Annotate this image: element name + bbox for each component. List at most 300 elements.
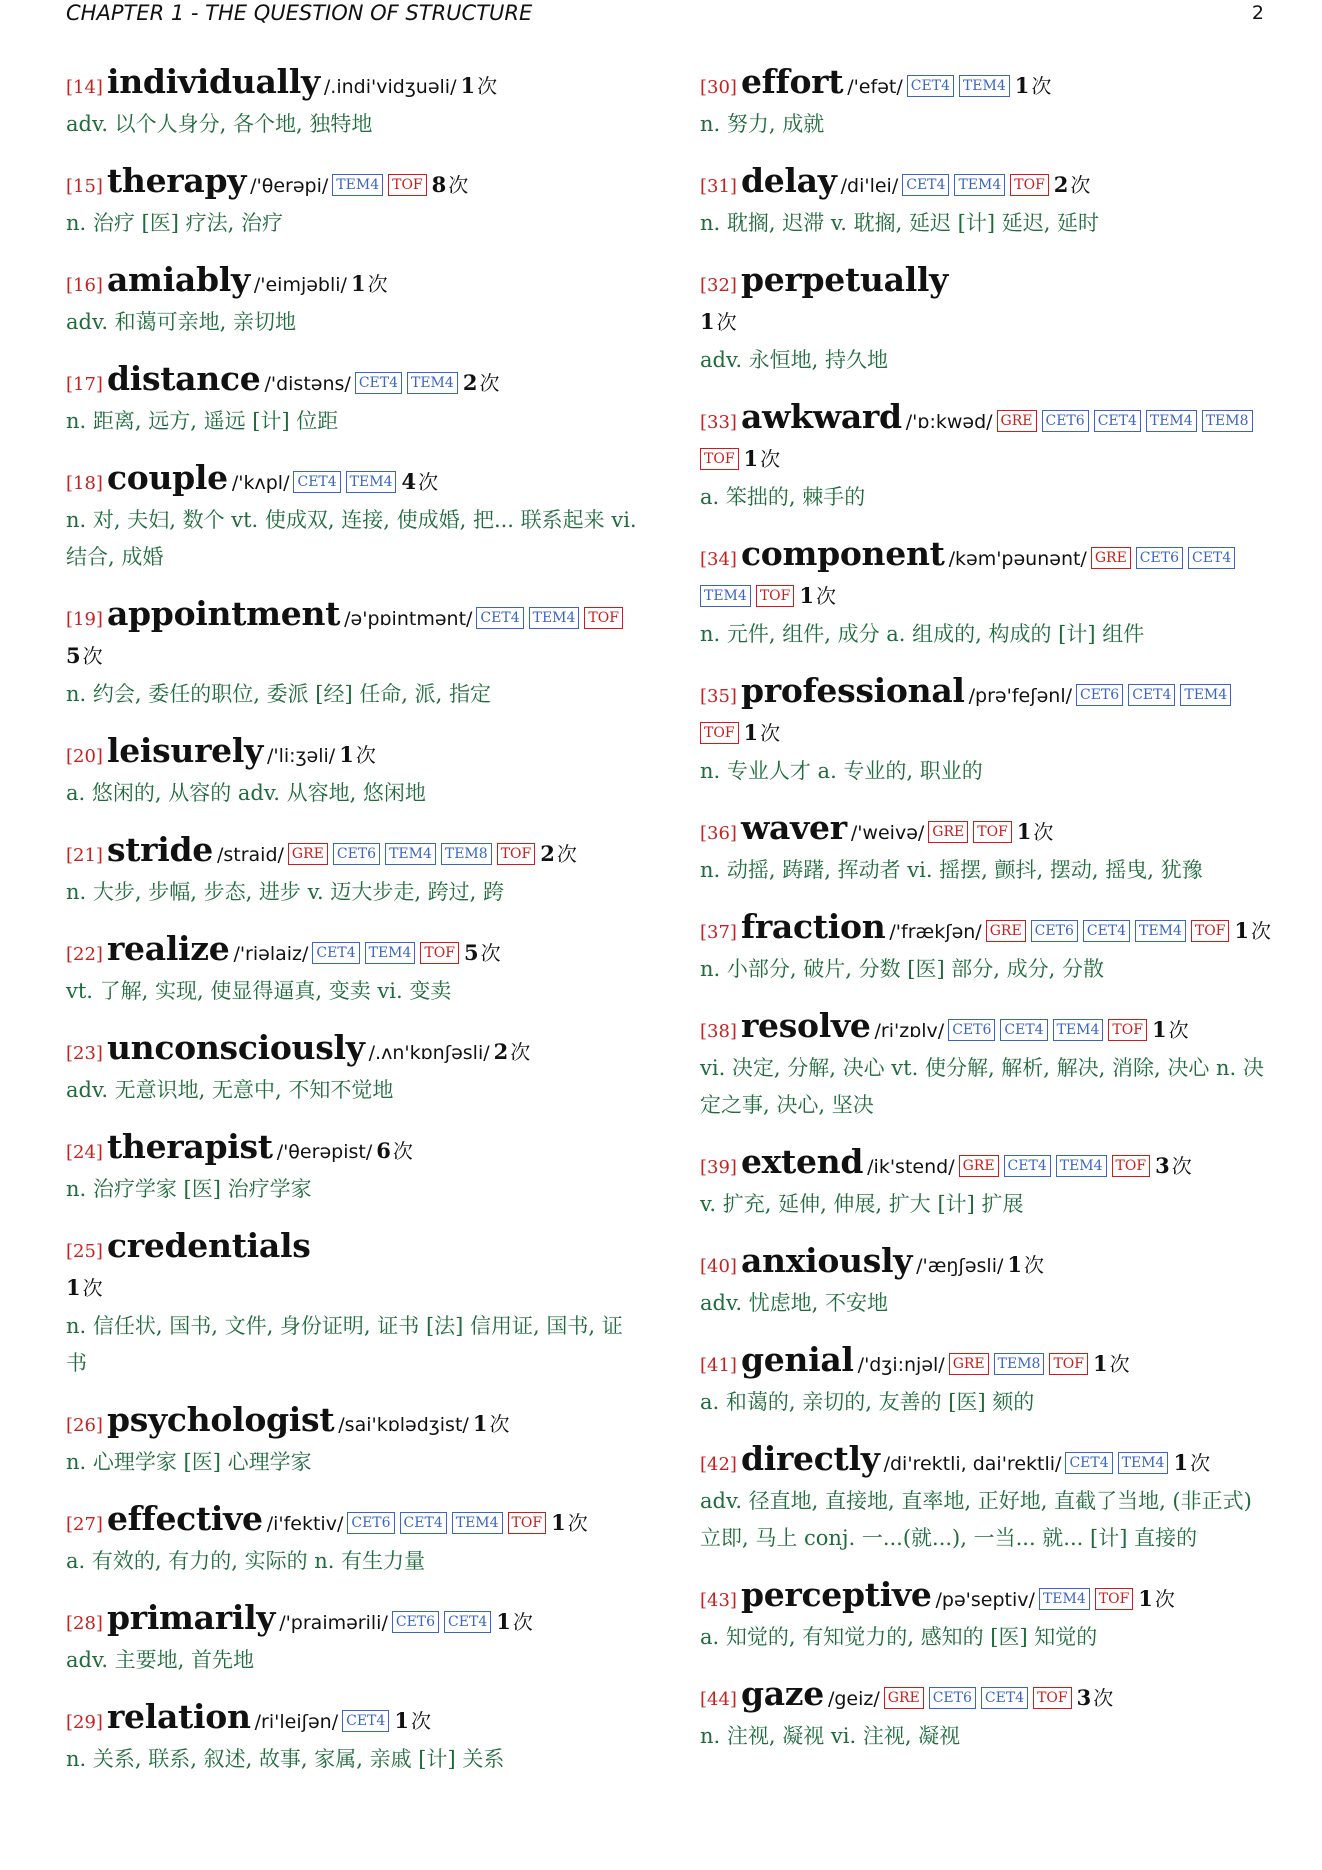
- vocab-entry: [700, 673, 1275, 790]
- definition: adv. 主要地, 首先地: [66, 1648, 255, 1672]
- phonetic: /'θerəpi/: [250, 175, 329, 197]
- count-number: 1: [350, 271, 366, 296]
- phonetic: /'æŋʃəsli/: [916, 1255, 1004, 1277]
- entry-headline: [66, 163, 641, 205]
- occurrence-count: [493, 1039, 531, 1064]
- phonetic: /di'rektli, dai'rektli/: [883, 1453, 1062, 1475]
- exam-tag-tof: TOF: [1033, 1687, 1072, 1709]
- entry-index: [19]: [66, 609, 103, 630]
- count-number: 1: [472, 1411, 488, 1436]
- count-suffix: 次: [418, 470, 439, 494]
- right-column: [700, 64, 1275, 1755]
- definition: n. 距离, 远方, 遥远 [计] 位距: [66, 409, 339, 433]
- exam-tag-tem4: TEM4: [1146, 410, 1197, 432]
- count-number: 1: [1234, 918, 1250, 943]
- entry-index: [16]: [66, 275, 103, 296]
- count-number: 1: [700, 309, 715, 334]
- headword: extend: [740, 1142, 864, 1181]
- exam-tag-tof: TOF: [1049, 1353, 1088, 1375]
- headword: relation: [106, 1697, 251, 1736]
- exam-tag-cet4: CET4: [400, 1512, 447, 1534]
- headword: delay: [740, 161, 837, 200]
- headword: credentials: [106, 1226, 311, 1265]
- exam-tag-tof: TOF: [700, 722, 739, 744]
- exam-tag-tem4: TEM4: [346, 471, 397, 493]
- headword: realize: [106, 929, 230, 968]
- exam-tag-cet4: CET4: [1083, 920, 1130, 942]
- count-suffix: 次: [1024, 1253, 1045, 1277]
- occurrence-count: [431, 172, 469, 197]
- entry-index: [22]: [66, 944, 103, 965]
- entry-index: [20]: [66, 746, 103, 767]
- exam-tag-tof: TOF: [1112, 1155, 1151, 1177]
- exam-tag-tem4: TEM4: [954, 174, 1005, 196]
- headword: gaze: [740, 1674, 824, 1713]
- entry-headline: [700, 1577, 1275, 1619]
- count-suffix: 次: [410, 1709, 431, 1733]
- exam-tag-cet6: CET6: [333, 843, 380, 865]
- occurrence-count: [540, 841, 577, 866]
- headword: fraction: [740, 907, 886, 946]
- vocab-entry: [700, 1676, 1275, 1755]
- count-suffix: 次: [448, 173, 469, 197]
- headword: distance: [106, 359, 261, 398]
- phonetic: /'kʌpl/: [231, 472, 290, 494]
- count-suffix: 次: [567, 1511, 588, 1535]
- exam-tag-cet4: CET4: [312, 942, 359, 964]
- entry-index: [28]: [66, 1613, 103, 1634]
- count-number: 2: [540, 841, 555, 866]
- headword: effective: [106, 1499, 263, 1538]
- vocab-entry: [66, 1600, 641, 1679]
- entry-headline: [66, 1402, 641, 1444]
- entry-index: [38]: [700, 1021, 737, 1042]
- vocab-entry: [66, 596, 641, 713]
- exam-tag-tem8: TEM8: [441, 843, 492, 865]
- entry-index: [23]: [66, 1043, 103, 1064]
- entry-headline: [700, 1676, 1275, 1718]
- count-number: 2: [1053, 172, 1069, 197]
- exam-tag-cet4: CET4: [1188, 547, 1235, 569]
- entry-headline: [700, 909, 1275, 951]
- vocab-entry: [700, 1577, 1275, 1656]
- definition: n. 元件, 组件, 成分 a. 组成的, 构成的 [计] 组件: [700, 622, 1145, 646]
- page-header: [66, 0, 1264, 28]
- phonetic: /'dʒi:njəl/: [857, 1354, 945, 1376]
- entry-headline: [66, 460, 641, 502]
- entry-index: [25]: [66, 1241, 103, 1262]
- occurrence-count: [1151, 1017, 1189, 1042]
- chapter-title: CHAPTER 1 - THE QUESTION OF STRUCTURE: [66, 1, 533, 25]
- exam-tag-cet4: CET4: [1128, 684, 1175, 706]
- count-suffix: 次: [477, 74, 498, 98]
- occurrence-count: [1138, 1586, 1175, 1611]
- exam-tag-cet6: CET6: [1136, 547, 1183, 569]
- exam-tag-cet4: CET4: [907, 75, 954, 97]
- entry-headline: [66, 1600, 641, 1642]
- entry-headline: [66, 64, 641, 106]
- headword: unconsciously: [106, 1028, 365, 1067]
- exam-tag-tem8: TEM8: [994, 1353, 1045, 1375]
- count-number: 3: [1076, 1685, 1092, 1710]
- definition: vt. 了解, 实现, 使显得逼真, 变卖 vi. 变卖: [66, 979, 452, 1003]
- occurrence-count: [551, 1510, 588, 1535]
- exam-tag-tof: TOF: [700, 448, 739, 470]
- occurrence-count: [376, 1138, 413, 1163]
- entry-headline: [700, 64, 1275, 106]
- entry-headline: [700, 1342, 1275, 1384]
- entry-headline: [66, 596, 641, 676]
- definition: a. 和蔼的, 亲切的, 友善的 [医] 颏的: [700, 1390, 1035, 1414]
- count-suffix: 次: [1109, 1352, 1130, 1376]
- count-number: 2: [493, 1039, 509, 1064]
- count-number: 8: [431, 172, 447, 197]
- count-suffix: 次: [716, 310, 737, 334]
- count-number: 1: [1173, 1450, 1189, 1475]
- exam-tag-tof: TOF: [1095, 1588, 1134, 1610]
- vocab-entry: [700, 1008, 1275, 1124]
- count-number: 1: [394, 1708, 409, 1733]
- exam-tag-cet4: CET4: [476, 607, 523, 629]
- phonetic: /ri'leiʃən/: [254, 1711, 339, 1733]
- entry-index: [24]: [66, 1142, 103, 1163]
- exam-tag-tof: TOF: [1191, 920, 1230, 942]
- count-number: 1: [799, 583, 814, 608]
- entry-headline: [66, 733, 641, 775]
- exam-tag-tem4: TEM4: [452, 1512, 503, 1534]
- exam-tag-cet4: CET4: [342, 1710, 389, 1732]
- occurrence-count: [1014, 73, 1052, 98]
- entry-headline: [66, 1699, 641, 1741]
- definition: n. 专业人才 a. 专业的, 职业的: [700, 759, 983, 783]
- exam-tag-tof: TOF: [497, 843, 536, 865]
- entry-headline: [66, 1129, 641, 1171]
- vocab-entry: [700, 163, 1275, 242]
- headword: individually: [106, 62, 320, 101]
- phonetic: /'distəns/: [264, 373, 351, 395]
- exam-tag-tem8: TEM8: [1202, 410, 1253, 432]
- vocab-entry: [66, 361, 641, 440]
- headword: leisurely: [106, 731, 263, 770]
- phonetic: /i'fektiv/: [266, 1513, 344, 1535]
- phonetic: /'θerəpist/: [276, 1141, 373, 1163]
- exam-tag-cet4: CET4: [1000, 1019, 1047, 1041]
- entry-index: [29]: [66, 1712, 103, 1733]
- definition: a. 知觉的, 有知觉力的, 感知的 [医] 知觉的: [700, 1625, 1098, 1649]
- phonetic: /'li:ʒəli/: [267, 745, 336, 767]
- count-suffix: 次: [512, 1610, 533, 1634]
- exam-tag-cet6: CET6: [347, 1512, 394, 1534]
- entry-index: [18]: [66, 473, 103, 494]
- definition: n. 治疗学家 [医] 治疗学家: [66, 1177, 312, 1201]
- entry-headline: [700, 262, 1275, 342]
- definition: n. 治疗 [医] 疗法, 治疗: [66, 211, 283, 235]
- occurrence-count: [66, 638, 641, 676]
- definition: a. 悠闲的, 从容的 adv. 从容地, 悠闲地: [66, 781, 426, 805]
- vocab-entry: [66, 460, 641, 576]
- exam-tag-tem4: TEM4: [1056, 1155, 1107, 1177]
- entry-index: [31]: [700, 176, 737, 197]
- vocab-entry: [700, 810, 1275, 889]
- vocab-entry: [66, 64, 641, 143]
- count-number: 1: [339, 742, 354, 767]
- exam-tag-tof: TOF: [388, 174, 427, 196]
- count-suffix: 次: [392, 1139, 413, 1163]
- vocab-entry: [700, 536, 1275, 653]
- definition: n. 动摇, 踌躇, 挥动者 vi. 摇摆, 颤抖, 摆动, 摇曳, 犹豫: [700, 858, 1203, 882]
- exam-tag-gre: GRE: [986, 920, 1026, 942]
- entry-headline: [700, 1008, 1275, 1050]
- entry-index: [26]: [66, 1415, 103, 1436]
- vocab-entry: [66, 1402, 641, 1481]
- phonetic: /ik'stend/: [867, 1156, 955, 1178]
- headword: perceptive: [740, 1575, 932, 1614]
- phonetic: /pə'septiv/: [935, 1589, 1035, 1611]
- headword: directly: [740, 1439, 880, 1478]
- headword: genial: [740, 1340, 854, 1379]
- count-suffix: 次: [1251, 919, 1272, 943]
- count-suffix: 次: [82, 644, 103, 668]
- headword: component: [740, 534, 945, 573]
- entry-index: [33]: [700, 412, 737, 433]
- entry-index: [36]: [700, 823, 737, 844]
- entry-index: [41]: [700, 1355, 737, 1376]
- count-number: 1: [1016, 819, 1032, 844]
- occurrence-count: [350, 271, 388, 296]
- exam-tag-gre: GRE: [1091, 547, 1131, 569]
- entry-headline: [700, 536, 1275, 616]
- count-number: 2: [462, 370, 478, 395]
- vocab-entry: [700, 399, 1275, 516]
- exam-tag-gre: GRE: [949, 1353, 989, 1375]
- exam-tag-tem4: TEM4: [407, 372, 458, 394]
- count-number: 6: [376, 1138, 391, 1163]
- left-column: [66, 64, 641, 1778]
- exam-tag-gre: GRE: [288, 843, 328, 865]
- occurrence-count: [460, 73, 498, 98]
- definition: n. 大步, 步幅, 步态, 进步 v. 迈大步走, 跨过, 跨: [66, 880, 505, 904]
- headword: effort: [740, 62, 844, 101]
- occurrence-count: [743, 446, 781, 471]
- count-suffix: 次: [1031, 74, 1052, 98]
- entry-index: [15]: [66, 176, 103, 197]
- definition: adv. 以个人身分, 各个地, 独特地: [66, 112, 373, 136]
- exam-tag-gre: GRE: [928, 821, 968, 843]
- phonetic: /kəm'pəunənt/: [948, 548, 1087, 570]
- phonetic: /sai'kɒlədʒist/: [338, 1414, 469, 1436]
- definition: adv. 忧虑地, 不安地: [700, 1291, 889, 1315]
- entry-index: [40]: [700, 1256, 737, 1277]
- entry-headline: [66, 262, 641, 304]
- count-suffix: 次: [367, 272, 388, 296]
- entry-headline: [66, 1501, 641, 1543]
- exam-tag-cet6: CET6: [392, 1611, 439, 1633]
- vocab-entry: [700, 64, 1275, 143]
- count-suffix: 次: [1171, 1154, 1192, 1178]
- occurrence-count: [1093, 1351, 1130, 1376]
- count-suffix: 次: [1070, 173, 1091, 197]
- occurrence-count: [462, 370, 500, 395]
- vocab-entry: [66, 733, 641, 812]
- entry-index: [39]: [700, 1157, 737, 1178]
- occurrence-count: [394, 1708, 431, 1733]
- phonetic: /di'lei/: [840, 175, 899, 197]
- entry-headline: [66, 931, 641, 973]
- occurrence-count: [339, 742, 376, 767]
- phonetic: /.ʌn'kɒnʃəsli/: [368, 1042, 490, 1064]
- headword: therapy: [106, 161, 247, 200]
- vocab-entry: [66, 262, 641, 341]
- exam-tag-tem4: TEM4: [1118, 1452, 1169, 1474]
- entry-index: [37]: [700, 922, 737, 943]
- headword: perpetually: [740, 260, 949, 299]
- exam-tag-cet4: CET4: [902, 174, 949, 196]
- exam-tag-tof: TOF: [756, 585, 795, 607]
- count-number: 1: [743, 720, 759, 745]
- count-number: 1: [551, 1510, 566, 1535]
- count-number: 4: [401, 469, 417, 494]
- entry-index: [42]: [700, 1454, 737, 1475]
- count-suffix: 次: [1093, 1686, 1114, 1710]
- occurrence-count: [472, 1411, 510, 1436]
- entry-index: [27]: [66, 1514, 103, 1535]
- count-suffix: 次: [82, 1276, 103, 1300]
- phonetic: /.indi'vidʒuəli/: [323, 76, 457, 98]
- entry-headline: [66, 832, 641, 874]
- vocab-entry: [700, 909, 1275, 988]
- phonetic: /'eimjəbli/: [253, 274, 347, 296]
- count-suffix: 次: [510, 1040, 531, 1064]
- exam-tag-cet6: CET6: [929, 1687, 976, 1709]
- entry-headline: [700, 1144, 1275, 1186]
- phonetic: /'praimərili/: [279, 1612, 388, 1634]
- vocab-entry: [700, 1243, 1275, 1322]
- headword: appointment: [106, 594, 341, 633]
- exam-tag-cet4: CET4: [1004, 1155, 1051, 1177]
- exam-tag-gre: GRE: [884, 1687, 924, 1709]
- phonetic: /straid/: [216, 844, 284, 866]
- exam-tag-cet4: CET4: [293, 471, 340, 493]
- phonetic: /'riəlaiz/: [233, 943, 309, 965]
- headword: couple: [106, 458, 228, 497]
- entry-index: [17]: [66, 374, 103, 395]
- entry-index: [35]: [700, 686, 737, 707]
- count-number: 1: [1093, 1351, 1108, 1376]
- headword: psychologist: [106, 1400, 335, 1439]
- headword: resolve: [740, 1006, 871, 1045]
- count-number: 5: [66, 643, 81, 668]
- exam-tag-gre: GRE: [959, 1155, 999, 1177]
- phonetic: /ə'pɒintmənt/: [344, 608, 473, 630]
- entry-index: [32]: [700, 275, 737, 296]
- headword: stride: [106, 830, 213, 869]
- headword: therapist: [106, 1127, 273, 1166]
- count-suffix: 次: [1033, 820, 1054, 844]
- exam-tag-tof: TOF: [508, 1512, 547, 1534]
- exam-tag-gre: GRE: [997, 410, 1037, 432]
- phonetic: /'frækʃən/: [889, 921, 982, 943]
- count-number: 1: [1138, 1586, 1153, 1611]
- vocab-entry: [66, 1228, 641, 1382]
- exam-tag-tem4: TEM4: [332, 174, 383, 196]
- occurrence-count: [700, 304, 1275, 342]
- exam-tag-cet6: CET6: [1031, 920, 1078, 942]
- occurrence-count: [1076, 1685, 1114, 1710]
- count-suffix: 次: [760, 447, 781, 471]
- occurrence-count: [401, 469, 439, 494]
- count-number: 1: [1007, 1252, 1023, 1277]
- count-number: 5: [463, 940, 479, 965]
- occurrence-count: [799, 583, 836, 608]
- occurrence-count: [1053, 172, 1091, 197]
- definition: n. 努力, 成就: [700, 112, 825, 136]
- phonetic: /'weivə/: [850, 822, 925, 844]
- exam-tag-tem4: TEM4: [529, 607, 580, 629]
- count-suffix: 次: [1168, 1018, 1189, 1042]
- exam-tag-tem4: TEM4: [1135, 920, 1186, 942]
- occurrence-count: [743, 720, 781, 745]
- exam-tag-cet6: CET6: [1076, 684, 1123, 706]
- headword: professional: [740, 671, 965, 710]
- count-number: 1: [1014, 73, 1030, 98]
- definition: n. 注视, 凝视 vi. 注视, 凝视: [700, 1724, 961, 1748]
- vocab-entry: [66, 832, 641, 911]
- entry-headline: [700, 1243, 1275, 1285]
- count-suffix: 次: [489, 1412, 510, 1436]
- entry-headline: [700, 399, 1275, 479]
- definition: n. 约会, 委任的职位, 委派 [经] 任命, 派, 指定: [66, 682, 492, 706]
- exam-tag-cet4: CET4: [1094, 410, 1141, 432]
- headword: primarily: [106, 1598, 276, 1637]
- definition: n. 信任状, 国书, 文件, 身份证明, 证书 [法] 信用证, 国书, 证书: [66, 1314, 623, 1375]
- definition: adv. 和蔼可亲地, 亲切地: [66, 310, 297, 334]
- exam-tag-cet4: CET4: [355, 372, 402, 394]
- headword: awkward: [740, 397, 902, 436]
- definition: a. 有效的, 有力的, 实际的 n. 有生力量: [66, 1549, 426, 1573]
- exam-tag-tem4: TEM4: [1039, 1588, 1090, 1610]
- exam-tag-tof: TOF: [584, 607, 623, 629]
- entry-headline: [66, 361, 641, 403]
- count-number: 1: [496, 1609, 511, 1634]
- definition: adv. 永恒地, 持久地: [700, 348, 889, 372]
- entry-headline: [700, 810, 1275, 852]
- occurrence-count: [66, 1270, 641, 1308]
- definition: adv. 无意识地, 无意中, 不知不觉地: [66, 1078, 394, 1102]
- entry-index: [14]: [66, 77, 103, 98]
- entry-index: [21]: [66, 845, 103, 866]
- count-suffix: 次: [815, 584, 836, 608]
- occurrence-count: [1007, 1252, 1045, 1277]
- exam-tag-tof: TOF: [973, 821, 1012, 843]
- exam-tag-tem4: TEM4: [385, 843, 436, 865]
- phonetic: /'ɒ:kwəd/: [905, 411, 993, 433]
- phonetic: /'efət/: [847, 76, 903, 98]
- definition: a. 笨拙的, 棘手的: [700, 485, 866, 509]
- exam-tag-cet4: CET4: [1065, 1452, 1112, 1474]
- vocab-entry: [700, 1342, 1275, 1421]
- phonetic: /prə'feʃənl/: [968, 685, 1072, 707]
- exam-tag-tem4: TEM4: [1053, 1019, 1104, 1041]
- exam-tag-tof: TOF: [1010, 174, 1049, 196]
- vocab-entry: [66, 1699, 641, 1778]
- exam-tag-cet4: CET4: [981, 1687, 1028, 1709]
- entry-index: [44]: [700, 1689, 737, 1710]
- exam-tag-cet4: CET4: [444, 1611, 491, 1633]
- occurrence-count: [1173, 1450, 1211, 1475]
- vocab-entry: [66, 1030, 641, 1109]
- exam-tag-tem4: TEM4: [959, 75, 1010, 97]
- exam-tag-tem4: TEM4: [700, 585, 751, 607]
